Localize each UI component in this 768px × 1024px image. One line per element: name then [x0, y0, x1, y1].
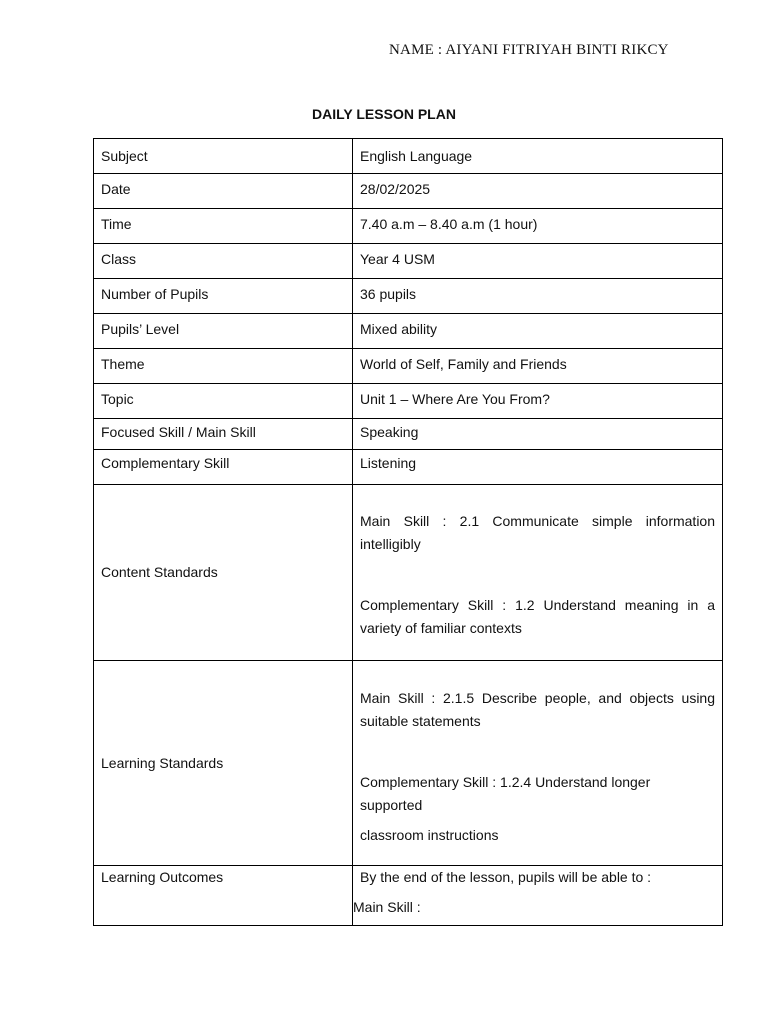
table-row [94, 209, 723, 244]
table-row [94, 661, 723, 866]
content-standards-main: Main Skill : 2.1 Communicate simple information intelligibly [360, 513, 715, 552]
row-label-pupils-level: Pupils’ Level [94, 314, 353, 349]
learning-outcomes-intro: By the end of the lesson, pupils will be able to : [360, 869, 652, 885]
row-value-pupils-level: Mixed ability [353, 314, 723, 349]
table-row [94, 139, 723, 174]
table-row [94, 866, 723, 926]
row-value-number-of-pupils: 36 pupils [353, 279, 723, 314]
table-row [94, 314, 723, 349]
row-value-complementary-skill: Listening [353, 450, 723, 485]
row-value-subject: English Language [353, 139, 723, 174]
row-value-topic: Unit 1 – Where Are You From? [353, 384, 723, 419]
table-row [94, 384, 723, 419]
row-value-focused-skill: Speaking [353, 419, 723, 450]
row-label-time: Time [94, 209, 353, 244]
row-value-class: Year 4 USM [353, 244, 723, 279]
row-label-theme: Theme [94, 349, 353, 384]
learning-standards-complementary-line2: classroom instructions [360, 827, 499, 843]
row-label-topic: Topic [94, 384, 353, 419]
table-row [94, 349, 723, 384]
row-value-theme: World of Self, Family and Friends [353, 349, 723, 384]
row-label-class: Class [94, 244, 353, 279]
row-label-number-of-pupils: Number of Pupils [94, 279, 353, 314]
table-row [94, 485, 723, 661]
document-title: DAILY LESSON PLAN [312, 106, 456, 122]
learning-outcomes-cell [353, 866, 723, 926]
student-name: NAME : AIYANI FITRIYAH BINTI RIKCY [389, 42, 669, 58]
table-row [94, 419, 723, 450]
lesson-plan-table [93, 138, 723, 926]
row-label-focused-skill: Focused Skill / Main Skill [94, 419, 353, 450]
content-standards-cell [353, 485, 723, 661]
row-label-subject: Subject [94, 139, 353, 174]
learning-standards-label: Learning Standards [94, 661, 353, 866]
row-value-time: 7.40 a.m – 8.40 a.m (1 hour) [353, 209, 723, 244]
learning-standards-complementary-line1: Complementary Skill : 1.2.4 Understand longer supported [360, 774, 651, 813]
table-row [94, 174, 723, 209]
row-label-complementary-skill: Complementary Skill [94, 450, 353, 485]
learning-outcomes-label: Learning Outcomes [94, 866, 353, 926]
table-row [94, 244, 723, 279]
table-row [94, 450, 723, 485]
row-label-date: Date [94, 174, 353, 209]
row-value-date: 28/02/2025 [353, 174, 723, 209]
learning-standards-cell [353, 661, 723, 866]
learning-standards-main: Main Skill : 2.1.5 Describe people, and objects using suitable statements [360, 690, 715, 729]
learning-outcomes-main-skill: Main Skill : [353, 899, 421, 915]
content-standards-complementary: Complementary Skill : 1.2 Understand meaning in a variety of familiar contexts [360, 597, 715, 636]
table-row [94, 279, 723, 314]
content-standards-label: Content Standards [94, 485, 353, 661]
